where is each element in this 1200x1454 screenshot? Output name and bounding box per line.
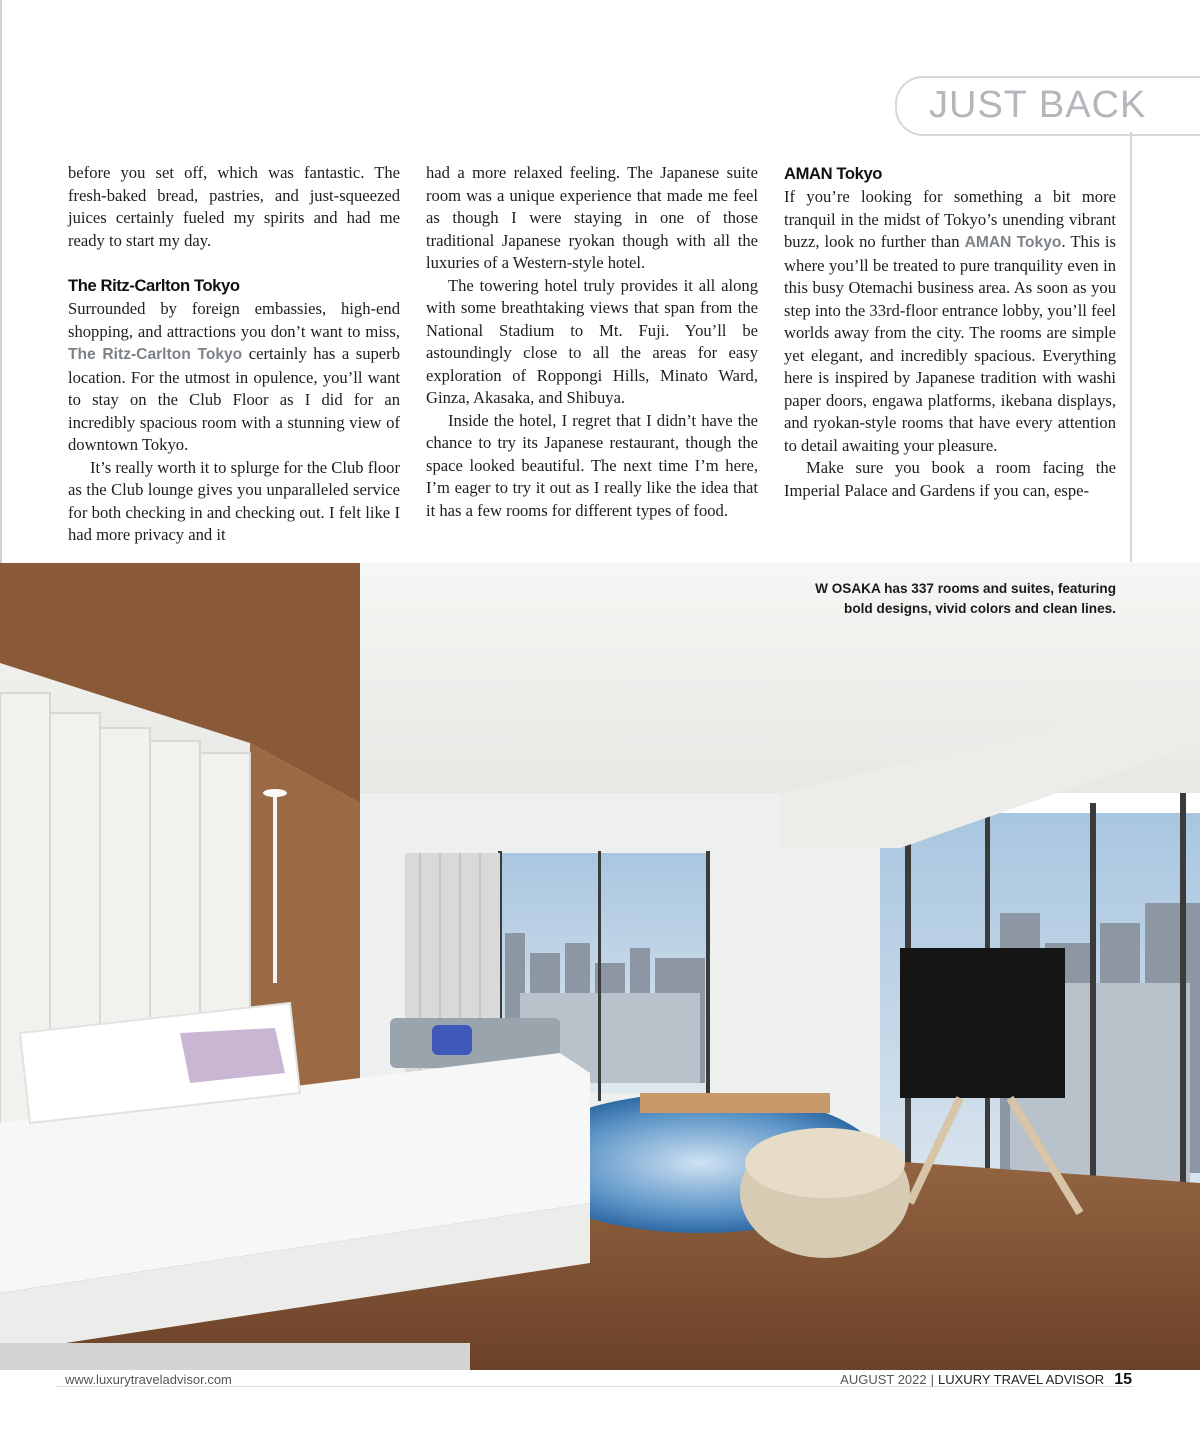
paragraph: Surrounded by foreign embassies, high-end shopping, and attractions you don’t want to miss, The Ritz-Carlton Tokyo certainly has a superb location. For the utmost in opulence, you’ll want to stay on the Club Floor as I did for an incredibly spacious room with a stunning view of downtown Tokyo. xyxy=(68,299,400,454)
article-column-2 xyxy=(426,162,758,522)
page-edge-rule xyxy=(0,0,2,563)
paragraph: Make sure you book a room facing the Imperial Palace and Gardens if you can, espe- xyxy=(784,458,1116,500)
hotel-room-photo xyxy=(0,563,1200,1370)
article-column-3 xyxy=(784,162,1116,502)
paragraph: If you’re looking for something a bit more tranquil in the midst of Tokyo’s unending vibrant buzz, look no further than AMAN Tokyo. This is where you’ll be treated to pure tranquility even in this busy Otemachi business area. As soon as you step into the 33rd-floor entrance lobby, you’ll feel worlds away from the city. The rooms are simple yet elegant, and incredibly spacious. Everything here is inspired by Japanese tradition with washi paper doors, engawa platforms, ikebana displays, and ryokan-style rooms that have every attention to detail awaiting your pleasure. xyxy=(784,187,1116,455)
paragraph: before you set off, which was fantastic. The fresh-baked bread, pastries, and just-squeezed juices certainly fueled my spirits and had me ready to start my day. xyxy=(68,163,400,250)
publication-name: LUXURY TRAVEL ADVISOR xyxy=(938,1372,1105,1387)
footer-url[interactable]: www.luxurytraveladvisor.com xyxy=(65,1372,232,1387)
footer-folio xyxy=(840,1370,1132,1390)
paragraph: The towering hotel truly provides it all along with some breathtaking views that span from the National Stadium to Mt. Fuji. You’ll be astoundingly close to all the areas for easy exploration of Roppongi Hills, Minato Ward, Ginza, Akasaka, and Shibuya. xyxy=(426,275,758,407)
article-column-1 xyxy=(68,162,400,547)
page-number: 15 xyxy=(1114,1371,1132,1388)
paragraph: Inside the hotel, I regret that I didn’t have the chance to try its Japanese restaurant, though the space looked beautiful. The next time I’m here, I’m eager to try it out as I really like the idea that it has a few rooms for different types of food. xyxy=(426,410,758,520)
subheading-ritz-carlton: The Ritz-Carlton Tokyo xyxy=(68,276,240,295)
section-tab xyxy=(895,76,1200,136)
paragraph: It’s really worth it to splurge for the Club floor as the Club lounge gives you unparalleled service for both checking in and checking out. I felt like I had more privacy and it xyxy=(68,457,400,544)
paragraph: had a more relaxed feeling. The Japanese suite room was a unique experience that made me feel as though I were staying in one of those traditional Japanese ryokan though with all the luxuries of a Western-style hotel. xyxy=(426,163,758,272)
hotel-link-aman-tokyo[interactable]: AMAN Tokyo xyxy=(964,234,1062,251)
hotel-link-ritz-carlton[interactable]: The Ritz-Carlton Tokyo xyxy=(68,346,243,363)
issue-date: AUGUST 2022 xyxy=(840,1372,927,1387)
photo-caption: W OSAKA has 337 rooms and suites, featuring bold designs, vivid colors and clean lines. xyxy=(815,581,1116,616)
folio-separator: | xyxy=(930,1372,935,1387)
section-tab-label: JUST BACK xyxy=(929,84,1147,126)
column-rule xyxy=(1130,132,1132,562)
subheading-aman-tokyo: AMAN Tokyo xyxy=(784,164,883,183)
